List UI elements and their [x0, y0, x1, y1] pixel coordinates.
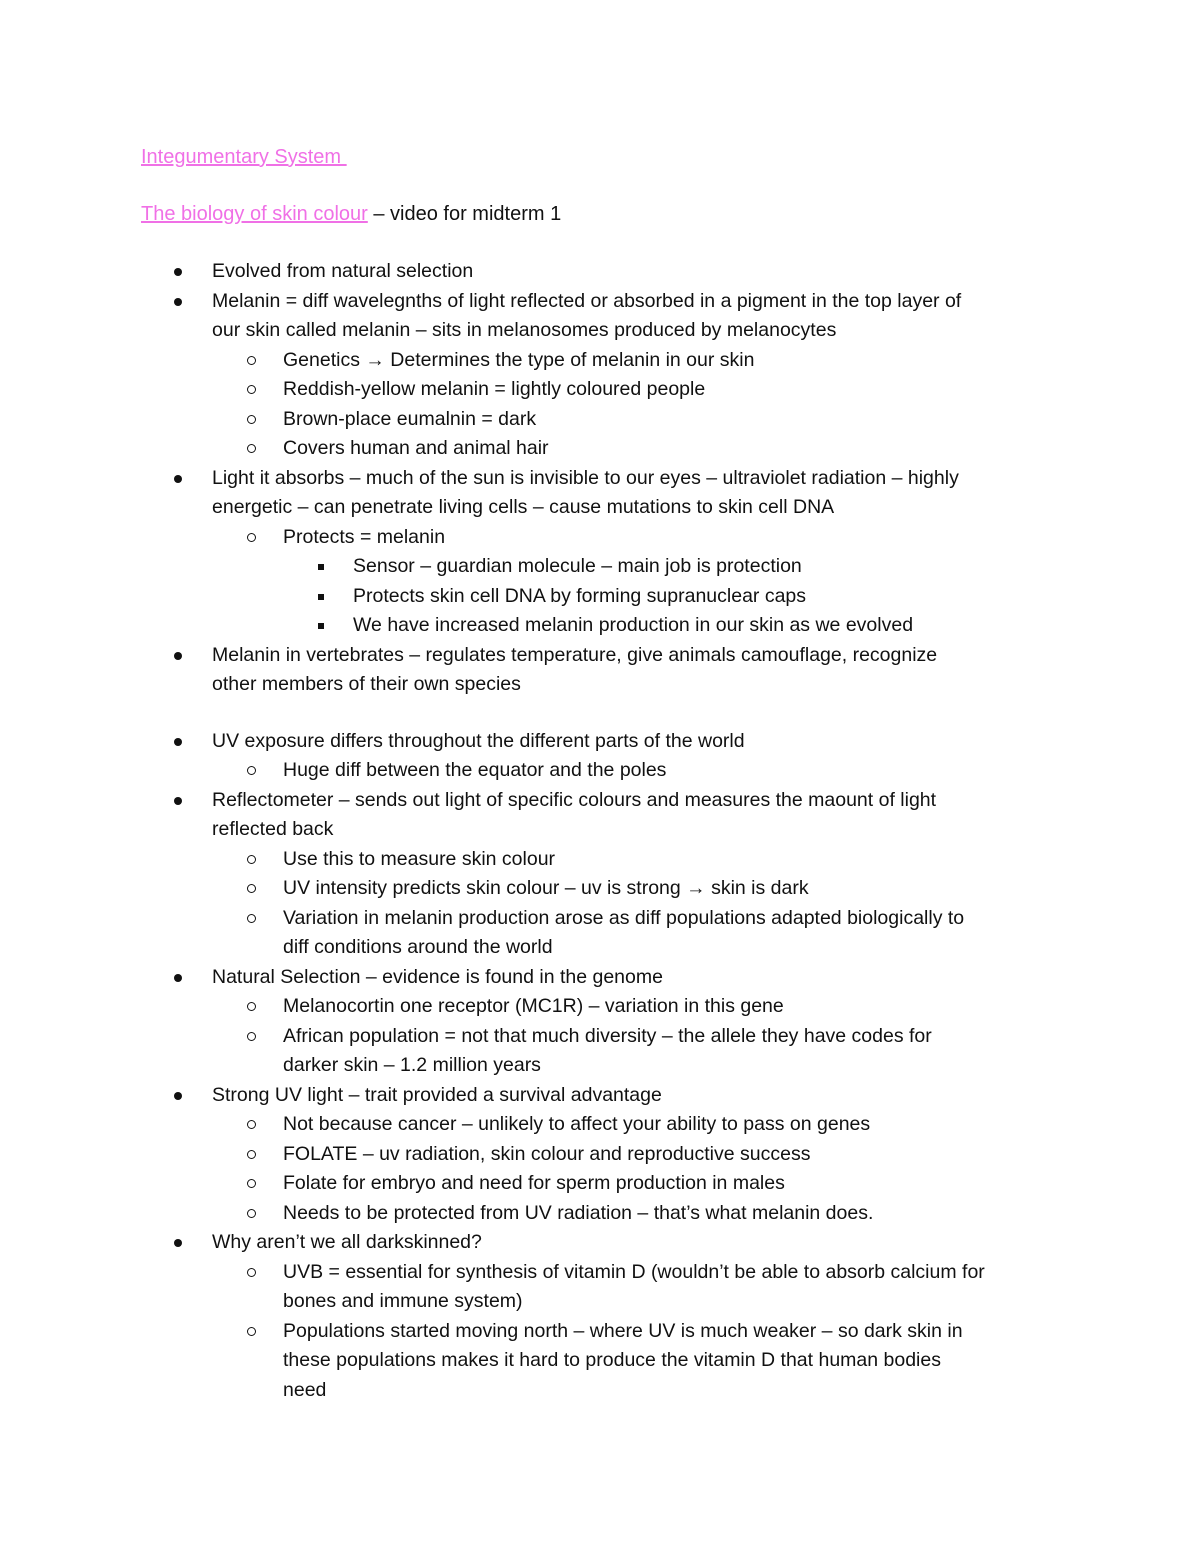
list-item	[0, 1287, 1200, 1317]
bullet-circle-icon	[247, 1179, 256, 1188]
list-item-text: UVB = essential for synthesis of vitamin D (wouldn’t be able to absorb calcium for	[283, 1260, 985, 1283]
list-item-text: Protects skin cell DNA by forming supranuclear caps	[353, 584, 807, 607]
bullet-circle-icon	[247, 884, 256, 893]
list-item	[0, 523, 1200, 553]
list-item-text: diff conditions around the world	[283, 936, 553, 958]
bullet-dot-icon	[174, 1239, 182, 1247]
subtitle-text: – video for midterm 1	[367, 203, 562, 225]
list-item-text: Melanin in vertebrates – regulates temperature, give animals camouflage, recognize	[212, 643, 938, 666]
list-item-text: FOLATE – uv radiation, skin colour and reproductive success	[283, 1142, 811, 1165]
list-item	[0, 1317, 1200, 1347]
bullet-circle-icon	[247, 1209, 256, 1218]
list-item	[0, 552, 1200, 582]
list-item	[0, 641, 1200, 671]
list-item	[0, 1346, 1200, 1376]
list-item	[0, 346, 1200, 376]
list-item-text: Huge diff between the equator and the poles	[283, 759, 667, 781]
list-item	[0, 1376, 1200, 1406]
list-item	[0, 1051, 1200, 1081]
list-item-text: need	[283, 1378, 327, 1401]
list-item-text: Reflectometer – sends out light of specific colours and measures the maount of light	[212, 788, 937, 811]
list-item	[0, 700, 1200, 727]
list-item-text: Reddish-yellow melanin = lightly coloured people	[283, 378, 706, 400]
list-item	[0, 1140, 1200, 1170]
list-item	[0, 1228, 1200, 1258]
bullet-dot-icon	[174, 268, 182, 276]
list-item	[0, 257, 1200, 287]
bullet-dot-icon	[174, 298, 182, 306]
list-item	[0, 582, 1200, 612]
list-item	[0, 670, 1200, 700]
list-item-text: reflected back	[212, 818, 334, 840]
bullet-circle-icon	[247, 356, 256, 365]
list-item	[0, 1169, 1200, 1199]
bullet-dot-icon	[174, 652, 182, 660]
list-item	[0, 756, 1200, 786]
list-item-text: Not because cancer – unlikely to affect your ability to pass on genes	[283, 1113, 871, 1135]
list-item	[0, 287, 1200, 317]
bullet-circle-icon	[247, 1268, 256, 1277]
list-item-text: our skin called melanin – sits in melanosomes produced by melanocytes	[212, 319, 837, 341]
bullet-dot-icon	[174, 974, 182, 982]
bullet-square-icon	[318, 594, 324, 600]
bullet-dot-icon	[174, 738, 182, 746]
list-item	[0, 963, 1200, 993]
list-item-text: Folate for embryo and need for sperm production in males	[283, 1172, 785, 1194]
list-item-text: energetic – can penetrate living cells – cause mutations to skin cell DNA	[212, 496, 835, 518]
list-item-text: Variation in melanin production arose as diff populations adapted biologically to	[283, 906, 965, 929]
bullet-circle-icon	[247, 385, 256, 394]
list-item	[0, 375, 1200, 405]
list-item-text: Protects = melanin	[283, 525, 446, 548]
list-item-text: Strong UV light – trait provided a survival advantage	[212, 1083, 662, 1106]
bullet-circle-icon	[247, 533, 256, 542]
document-subtitle	[141, 201, 561, 227]
list-item	[0, 434, 1200, 464]
list-item-text: Use this to measure skin colour	[283, 847, 556, 870]
list-item	[0, 1022, 1200, 1052]
list-item	[0, 316, 1200, 346]
list-item-text: Evolved from natural selection	[212, 260, 474, 282]
list-item	[0, 992, 1200, 1022]
list-item	[0, 464, 1200, 494]
list-item	[0, 1110, 1200, 1140]
bullet-dot-icon	[174, 797, 182, 805]
list-item-text: Brown-place eumalnin = dark	[283, 407, 537, 430]
list-item	[0, 933, 1200, 963]
list-item	[0, 845, 1200, 875]
bullet-circle-icon	[247, 1327, 256, 1336]
list-item	[0, 1081, 1200, 1111]
list-item-text: other members of their own species	[212, 673, 521, 695]
list-item-text: bones and immune system)	[283, 1290, 523, 1312]
list-item	[0, 874, 1200, 904]
list-item	[0, 786, 1200, 816]
list-item-text: darker skin – 1.2 million years	[283, 1054, 541, 1076]
list-item-text: Melanin = diff wavelegnths of light reflected or absorbed in a pigment in the top layer of	[212, 289, 962, 312]
list-item-text: We have increased melanin production in our skin as we evolved	[353, 614, 914, 636]
bullet-circle-icon	[247, 766, 256, 775]
bullet-circle-icon	[247, 1002, 256, 1011]
bullet-dot-icon	[174, 1092, 182, 1100]
document-title: Integumentary System	[141, 146, 347, 168]
list-item	[0, 1258, 1200, 1288]
video-link[interactable]: The biology of skin colour	[141, 203, 368, 225]
bullet-square-icon	[318, 623, 324, 629]
list-item-text: Needs to be protected from UV radiation – that’s what melanin does.	[283, 1201, 874, 1224]
bullet-circle-icon	[247, 855, 256, 864]
list-item-text: Natural Selection – evidence is found in the genome	[212, 965, 663, 988]
list-item	[0, 405, 1200, 435]
bullet-square-icon	[318, 564, 324, 570]
bullet-circle-icon	[247, 914, 256, 923]
bullet-circle-icon	[247, 444, 256, 453]
bullet-circle-icon	[247, 415, 256, 424]
list-item-text: UV intensity predicts skin colour – uv is strong → skin is dark	[283, 877, 809, 899]
list-item	[0, 493, 1200, 523]
list-item-text: Sensor – guardian molecule – main job is protection	[353, 555, 802, 577]
list-item-text: African population = not that much diversity – the allele they have codes for	[283, 1024, 932, 1047]
list-item	[0, 815, 1200, 845]
bullet-circle-icon	[247, 1120, 256, 1129]
list-item-text: Genetics → Determines the type of melanin in our skin	[283, 348, 755, 371]
list-item	[0, 1199, 1200, 1229]
list-item	[0, 727, 1200, 757]
bullet-dot-icon	[174, 475, 182, 483]
bullet-circle-icon	[247, 1032, 256, 1041]
list-item-text: Why aren’t we all darkskinned?	[212, 1231, 482, 1253]
bullet-circle-icon	[247, 1150, 256, 1159]
list-item-text: Light it absorbs – much of the sun is invisible to our eyes – ultraviolet radiation – highly	[212, 466, 959, 489]
list-item-text: Populations started moving north – where UV is much weaker – so dark skin in	[283, 1319, 963, 1342]
notes-list	[0, 257, 1200, 1405]
list-item-text: UV exposure differs throughout the different parts of the world	[212, 729, 745, 752]
list-item	[0, 904, 1200, 934]
list-item-text: Covers human and animal hair	[283, 437, 549, 459]
list-item	[0, 611, 1200, 641]
list-item-text: these populations makes it hard to produce the vitamin D that human bodies	[283, 1349, 941, 1371]
list-item-text: Melanocortin one receptor (MC1R) – variation in this gene	[283, 995, 784, 1017]
